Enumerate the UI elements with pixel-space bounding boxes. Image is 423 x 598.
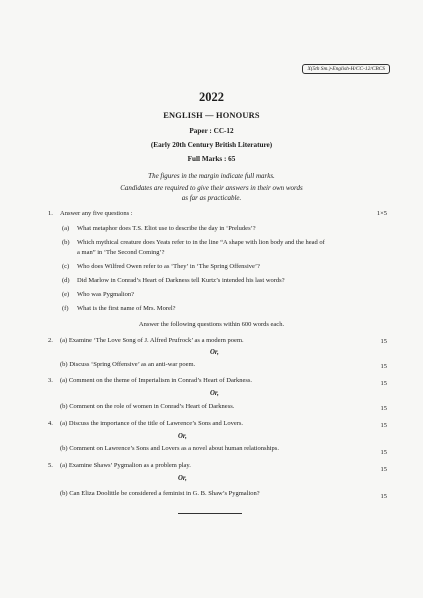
question-number: 5. [48, 462, 53, 469]
paper-code: X(5th Sm.)-English-H/CC-12/CBCS [302, 64, 390, 74]
question-5a: (a) Examine Shaws’ Pygmalion as a problem play. [60, 462, 191, 469]
paper-period: (Early 20th Century British Literature) [150, 141, 273, 149]
item-text: What is the first name of Mrs. Morel? [77, 305, 176, 312]
question-2a-marks: 15 [380, 338, 387, 345]
item-text: Which mythical creature does Yeats refer to in the line “A shape with lion body and the head of [77, 239, 325, 246]
question-number: 1. [48, 210, 53, 217]
question-3b: (b) Comment on the role of women in Conrad’s Heart of Darkness. [60, 403, 235, 410]
item-text: a man” in ‘The Second Coming’? [77, 249, 165, 256]
item-text: What metaphor does T.S. Eliot use to describe the day in ‘Preludes’? [77, 225, 256, 232]
full-marks: Full Marks : 65 [187, 155, 236, 163]
or-separator: Or, [178, 433, 187, 440]
subject-title: ENGLISH — HONOURS [163, 111, 260, 120]
question-5b: (b) Can Eliza Doolittle be considered a feminist in G. B. Shaw’s Pygmalion? [60, 490, 260, 497]
question-3a-marks: 15 [380, 380, 387, 387]
paper-number: Paper : CC-12 [189, 127, 234, 135]
or-separator: Or, [210, 390, 219, 397]
item-label: (e) [62, 291, 70, 298]
question-number: 2. [48, 337, 53, 344]
item-label: (c) [62, 263, 70, 270]
question-number: 3. [48, 377, 53, 384]
exam-year: 2022 [199, 90, 224, 104]
item-label: (f) [62, 305, 69, 312]
question-4a-marks: 15 [380, 422, 387, 429]
question-5a-marks: 15 [380, 466, 387, 473]
question-2a: (a) Examine ‘The Love Song of J. Alfred Prufrock’ as a modern poem. [60, 337, 244, 344]
item-label: (a) [62, 225, 70, 232]
item-text: Who was Pygmalion? [77, 291, 135, 298]
instruction-word-limit: Answer the following questions within 600 words each. [138, 321, 285, 328]
question-3b-marks: 15 [380, 405, 387, 412]
instruction-own-words: Candidates are required to give their answers in their own words [120, 184, 303, 192]
question-3a: (a) Comment on the theme of Imperialism in Conrad’s Heart of Darkness. [60, 377, 253, 384]
item-label: (d) [62, 277, 70, 284]
question-1-text: Answer any five questions : [60, 210, 133, 217]
end-rule [178, 513, 242, 514]
question-2b-marks: 15 [380, 363, 387, 370]
instruction-practicable: as far as practicable. [181, 194, 242, 202]
instruction-margin: The figures in the margin indicate full marks. [148, 172, 275, 180]
or-separator: Or, [210, 349, 219, 356]
question-4a: (a) Discuss the importance of the title of Lawrence’s Sons and Lovers. [60, 420, 244, 427]
question-1-marks: 1×5 [376, 210, 387, 217]
item-label: (b) [62, 239, 70, 246]
question-4b: (b) Comment on Lawrence’s Sons and Lovers as a novel about human relationships. [60, 445, 279, 452]
item-text: Who does Wilfred Owen refer to as ‘They’ in ‘The Spring Offensive’? [77, 263, 260, 270]
question-5b-marks: 15 [380, 493, 387, 500]
or-separator: Or, [178, 475, 187, 482]
question-number: 4. [48, 420, 53, 427]
question-2b: (b) Discuss ‘Spring Offensive’ as an anti-war poem. [60, 361, 196, 368]
item-text: Did Marlow in Conrad’s Heart of Darkness tell Kurtz’s intended his last words? [77, 277, 285, 284]
question-4b-marks: 15 [380, 449, 387, 456]
